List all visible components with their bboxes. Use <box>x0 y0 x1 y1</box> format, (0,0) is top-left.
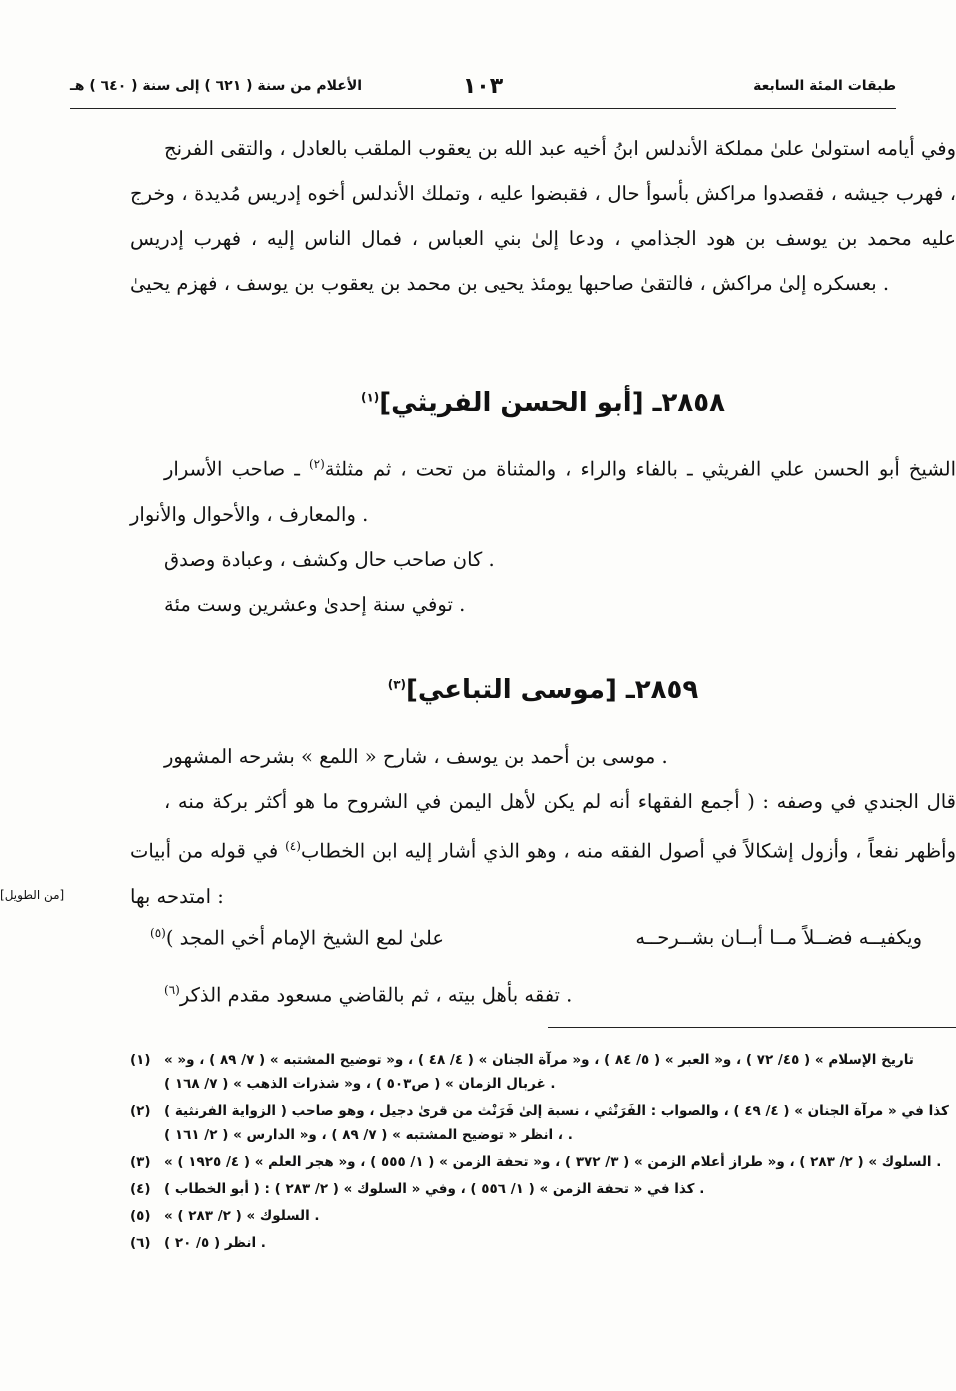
entry-2859-body <box>130 734 956 919</box>
footnote-number: (١) <box>130 1052 151 1068</box>
page-number: ١٠٣ <box>462 74 504 99</box>
footnote-ref: (٤) <box>285 839 301 853</box>
footnote-ref: (٢) <box>308 457 325 471</box>
entry-2859-para-3a: تفقه بأهل بيته ، ثم بالقاضي مسعود مقدم الذكر <box>179 983 560 1007</box>
running-title-left: الأعلام من سنة ( ٦٢١ ) إلى سنة ( ٦٤٠ ) هـ <box>70 78 363 94</box>
footnote-number: (٦) <box>130 1235 151 1251</box>
footnote-6 <box>130 1231 956 1255</box>
footnote-text: انظر ( ٥/ ٢٠ ) . <box>164 1235 266 1251</box>
entry-2858-para-1a: الشيخ أبو الحسن علي الفريثي ـ بالفاء والراء ، والمثناة من تحت ، ثم مثلثة <box>324 457 956 481</box>
entry-2859-para-2a: قال الجندي في وصفه : ( أجمع الفقهاء أنه لم يكن لأهل اليمن في الشروح ما هو أكثر بركة منه ، وأظهر نفعاً ، وأزول إشكالاً في أصول الفقه منه ، وهو الذي أشار إليه ابن الخطاب <box>164 790 956 863</box>
verse-hemistich-2 <box>150 926 444 950</box>
footnote-ref: (١) <box>360 390 380 405</box>
footnote-number: (٤) <box>130 1181 151 1197</box>
entry-2858-body <box>130 442 956 627</box>
page-header <box>70 74 896 109</box>
footnote-text: « السلوك » ( ٢/ ٢٨٣ ) ، و« طراز أعلام الزمن » ( ٣/ ٣٧٢ ) ، و« تحفة الزمن » ( ١/ ٥٥٥ ) ، و« هجر العلم » ( ٤/ ١٩٢٥ ) . <box>164 1154 942 1170</box>
footnote-number: (٢) <box>130 1103 151 1119</box>
entry-2859-para-1: موسى بن أحمد بن يوسف ، شارح « اللمع » بشرحه المشهور . <box>164 745 668 768</box>
entry-heading-2859 <box>130 675 956 705</box>
footnote-ref: (٣) <box>387 677 407 692</box>
footnote-2 <box>130 1099 956 1147</box>
footnote-text: كذا في « مرآة الجنان » ( ٤/ ٤٩ ) ، والصواب : الفَرَنْثي ، نسبة إلىٰ فَرَنْث من قرىٰ دجيل ، وهو صاحب ( الزواية الفرنثية ) ، انظر « توضيح المشتبه » ( ٧/ ٨٩ ) ، و« الدارس » ( ٢/ ١٦١ ) . <box>164 1103 949 1143</box>
verse-hemistich-1: ويكفيــه فضــلاً مــا أبــان بشــرحــه <box>635 926 922 949</box>
entry-2859-para-3b: . <box>559 983 573 1007</box>
footnote-5 <box>130 1204 956 1228</box>
footnotes <box>130 1048 956 1258</box>
entry-2858-para-1b: ـ صاحب الأسرار والمعارف ، والأحوال والأنوار . <box>130 457 369 526</box>
footnote-text: « تاريخ الإسلام » ( ٤٥/ ٧٢ ) ، و« العبر » ( ٥/ ٨٤ ) ، و« مرآة الجنان » ( ٤/ ٤٨ ) ، و« توضيح المشتبه » ( ٧/ ٨٩ ) ، و« غربال الزمان » ( ص٥٠٣ ) ، و« شذرات الذهب » ( ٧/ ١٦٨ ) . <box>164 1052 914 1092</box>
entry-2858-para-3: توفي سنة إحدىٰ وعشرين وست مئة . <box>164 592 466 616</box>
verse-hemistich-2-text: علىٰ لمع الشيخ الإمام أخي المجد ) <box>165 926 444 950</box>
entry-2859-closing <box>130 968 956 1018</box>
footnote-1 <box>130 1048 956 1096</box>
poetic-meter-label: [من الطويل] <box>0 888 65 902</box>
footnote-text: « السلوك » ( ٢/ ٢٨٣ ) . <box>164 1208 320 1224</box>
entry-heading-text: ٢٨٥٩ـ [موسى التباعي] <box>406 675 699 705</box>
footnote-ref: (٥) <box>150 926 166 940</box>
footnote-number: (٣) <box>130 1154 151 1170</box>
footnote-separator <box>548 1027 956 1028</box>
footnote-text: كذا في « تحفة الزمن » ( ١/ ٥٥٦ ) ، وفي « السلوك » ( ٢/ ٢٨٣ ) : ( أبو الخطاب ) . <box>164 1181 705 1197</box>
entry-heading-text: ٢٨٥٨ـ [أبو الحسن الفريثي] <box>379 388 726 418</box>
footnote-4 <box>130 1177 956 1201</box>
intro-paragraph-block <box>130 126 956 306</box>
running-title-right: طبقات المئة السابعة <box>753 78 896 94</box>
entry-2858-para-1 <box>130 442 956 537</box>
intro-paragraph: وفي أيامه استولىٰ علىٰ مملكة الأندلس ابنُ أخيه عبد الله بن يعقوب الملقب بالعادل ، والتقى الفرنج ، فهرب جيشه ، فقصدوا مراكش بأسوأ حال ، فقبضوا عليه ، وتملك الأندلس أخوه إدريس مُديدة ، وخرج عليه محمد بن يوسف بن هود الجذامي ، ودعا إلىٰ بني العباس ، فمال الناس إليه ، فهرب إدريس بعسكره إلىٰ مراكش ، فالتقىٰ صاحبها يومئذ يحيى بن محمد بن يعقوب بن يوسف ، فهزم يحيىٰ . <box>130 137 956 295</box>
entry-2858-para-2: كان صاحب حال وكشف ، وعبادة وصدق . <box>164 547 495 571</box>
footnote-ref: (٦) <box>164 983 180 997</box>
entry-heading-2858 <box>130 388 956 418</box>
entry-2859-para-2 <box>130 779 956 919</box>
entry-2859-para-3 <box>130 968 956 1018</box>
footnote-3 <box>130 1150 956 1174</box>
entry-2859-para-2b: في قوله من أبيات امتدحه بها : <box>130 839 286 908</box>
footnote-number: (٥) <box>130 1208 151 1224</box>
